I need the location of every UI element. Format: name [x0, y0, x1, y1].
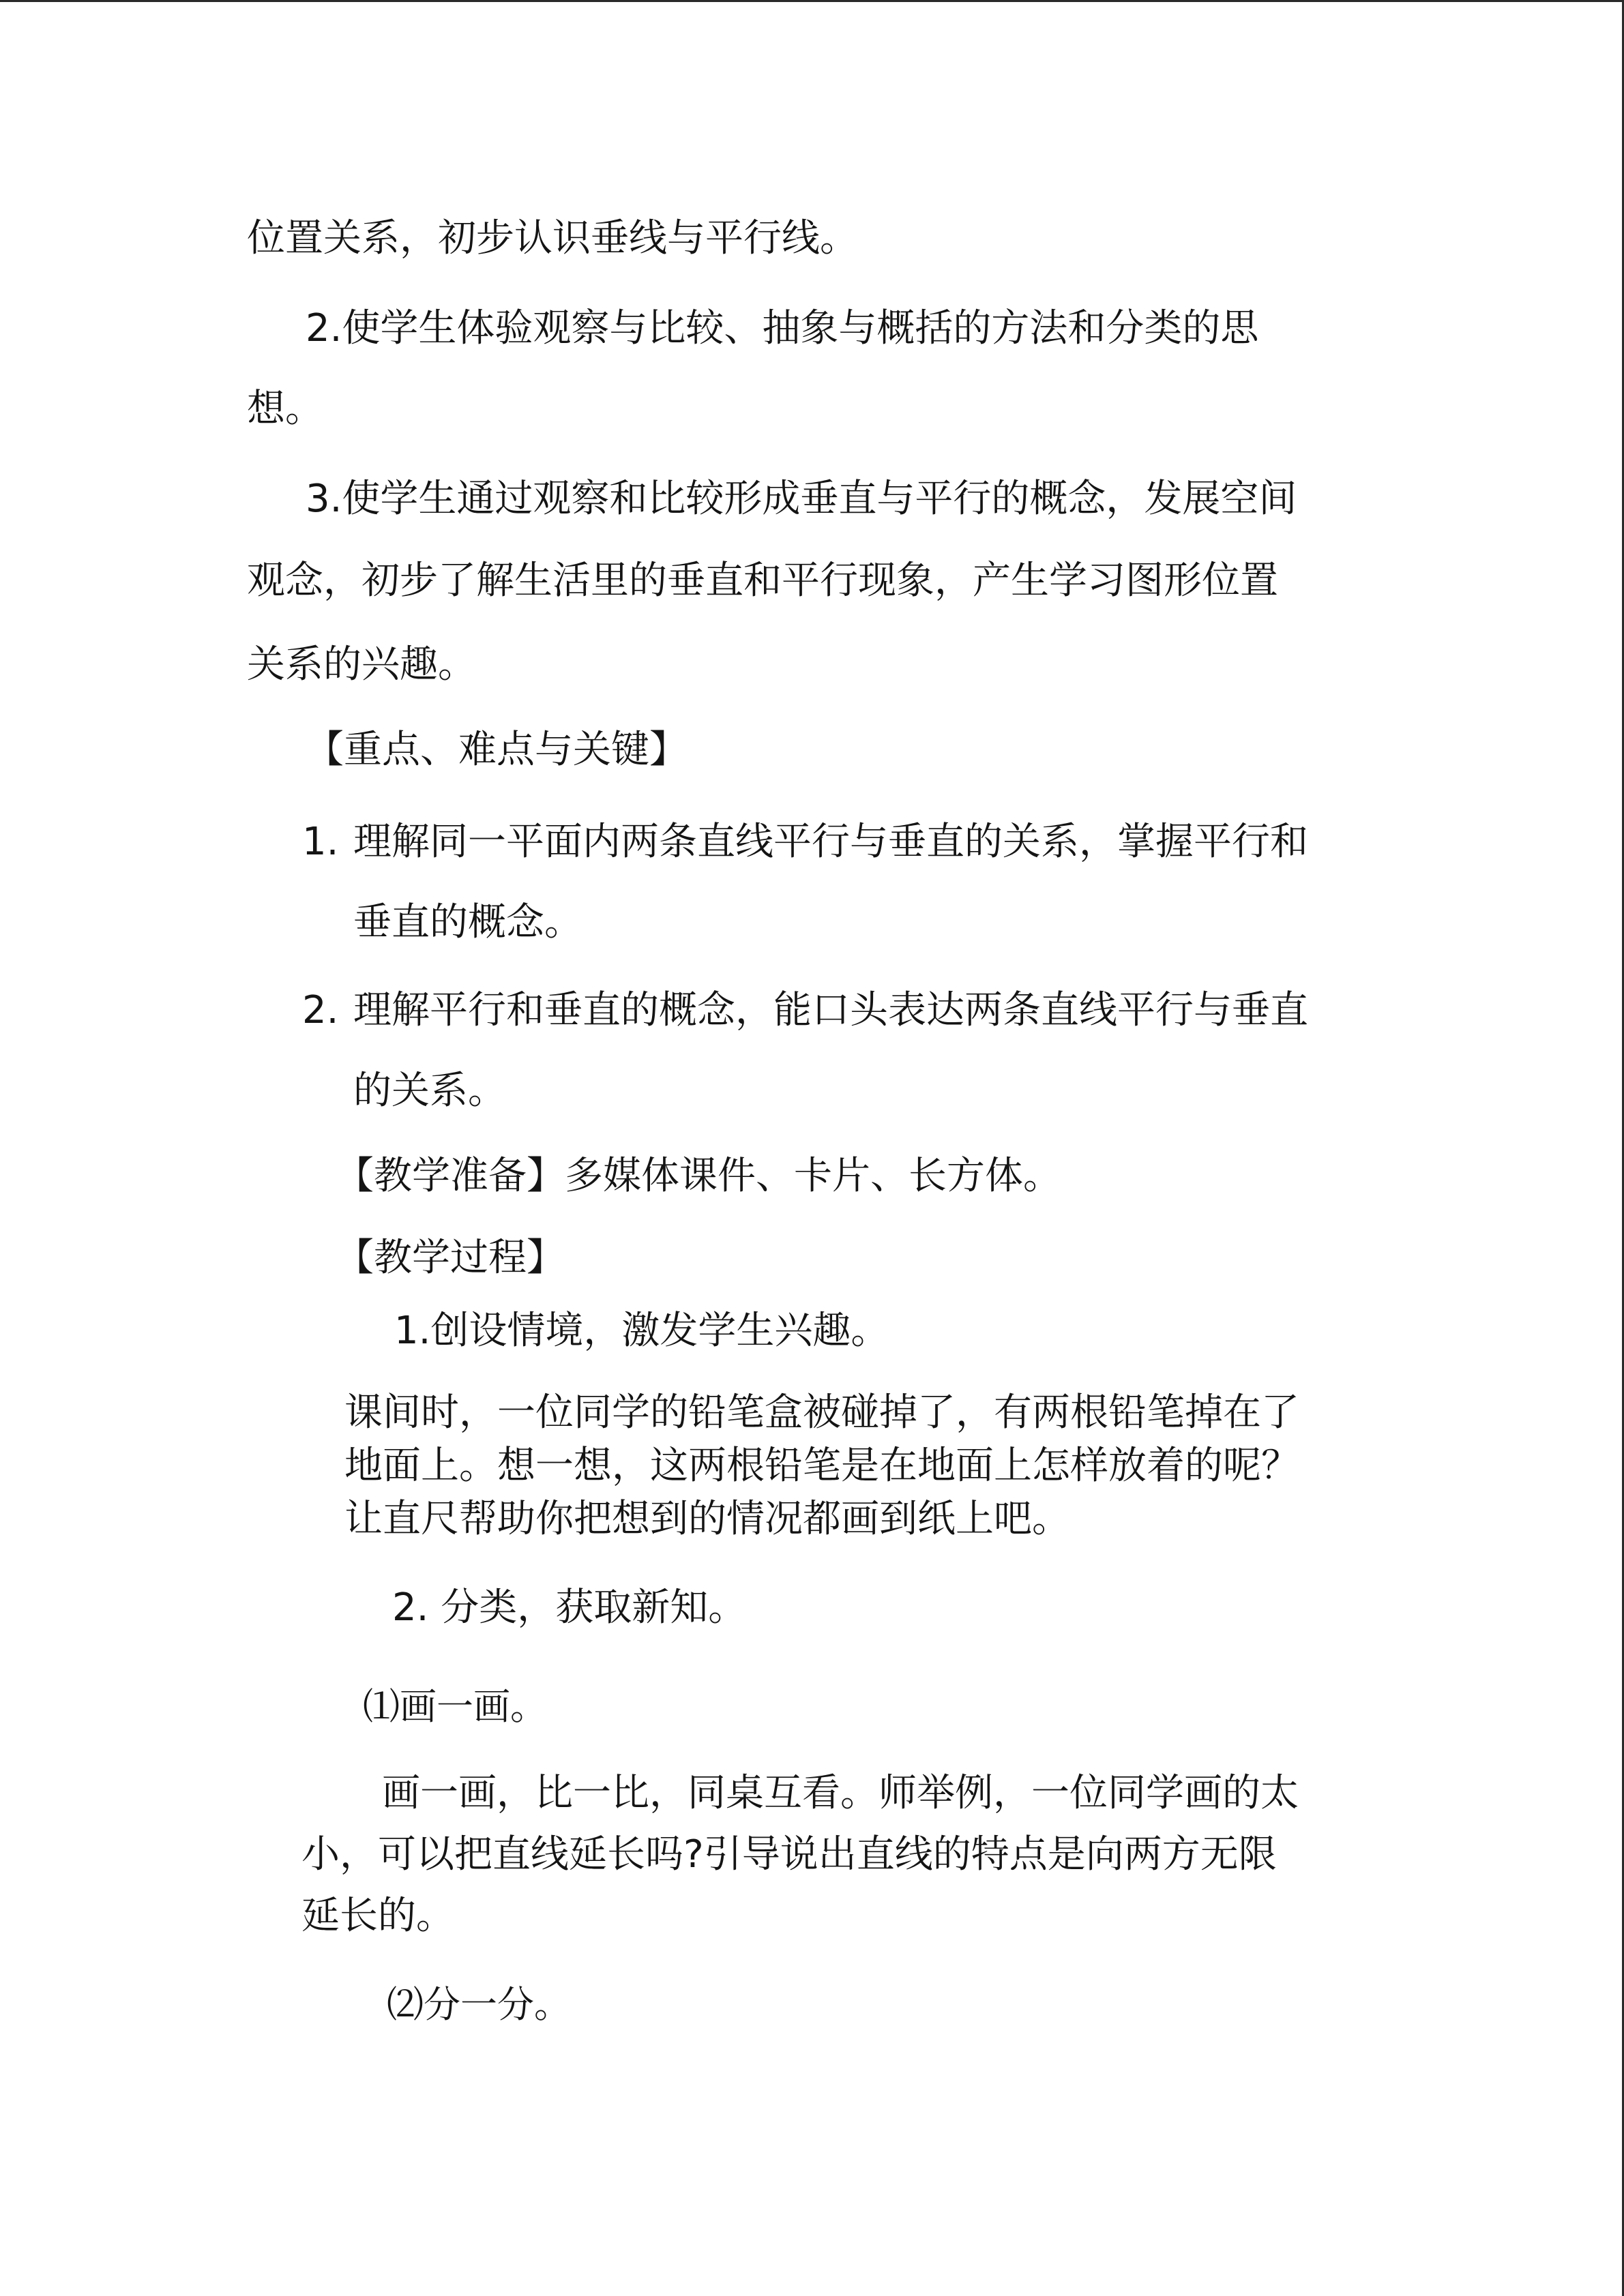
step-1-title: 1.创设情境，激发学生兴趣。 [394, 1309, 889, 1353]
key-point-1-line-2: 垂直的概念。 [353, 900, 582, 944]
objective-3-line-3: 关系的兴趣。 [247, 642, 476, 687]
key-point-2-line-2: 的关系。 [353, 1069, 506, 1113]
key-points-heading: 【重点、难点与关键】 [306, 728, 688, 772]
substep-2-title: ⑵分一分。 [387, 1983, 571, 2026]
substep-1-paragraph-line-3: 延长的。 [301, 1894, 454, 1938]
key-point-1-line-1: 理解同一平面内两条直线平行与垂直的关系，掌握平行和 [353, 820, 1308, 864]
objective-3-line-2: 观念，初步了解生活里的垂直和平行现象，产生学习图形位置 [247, 558, 1278, 603]
substep-1-title: ⑴画一画。 [363, 1685, 547, 1728]
objective-2-line-2: 想。 [247, 387, 323, 431]
page-border-top [0, 0, 1624, 2]
teaching-preparation: 【教学准备】多媒体课件、卡片、长方体。 [336, 1154, 1061, 1198]
substep-1-paragraph-line-1: 画一画，比一比，同桌互看。师举例，一位同学画的太 [382, 1771, 1299, 1815]
objective-3-line-1: 3.使学生通过观察和比较形成垂直与平行的概念，发展空间 [306, 477, 1297, 521]
substep-1-paragraph-line-2: 小，可以把直线延长吗?引导说出直线的特点是向两方无限 [301, 1832, 1277, 1877]
step-1-paragraph-line-3: 让直尺帮助你把想到的情况都画到纸上吧。 [344, 1497, 1070, 1541]
key-point-2-number: 2. [302, 988, 339, 1032]
objective-1-continuation: 位置关系，初步认识垂线与平行线。 [247, 216, 858, 260]
key-point-1-number: 1. [302, 820, 339, 864]
step-2-title: 2. 分类，获取新知。 [392, 1585, 747, 1630]
key-point-2-line-1: 理解平行和垂直的概念，能口头表达两条直线平行与垂直 [353, 988, 1308, 1032]
step-1-paragraph-line-2: 地面上。想一想，这两根铅笔是在地面上怎样放着的呢？ [344, 1444, 1299, 1488]
step-1-paragraph-line-1: 课间时，一位同学的铅笔盒被碰掉了，有两根铅笔掉在了 [344, 1390, 1299, 1435]
objective-2-line-1: 2.使学生体验观察与比较、抽象与概括的方法和分类的思 [306, 306, 1259, 351]
teaching-process-heading: 【教学过程】 [336, 1236, 565, 1280]
